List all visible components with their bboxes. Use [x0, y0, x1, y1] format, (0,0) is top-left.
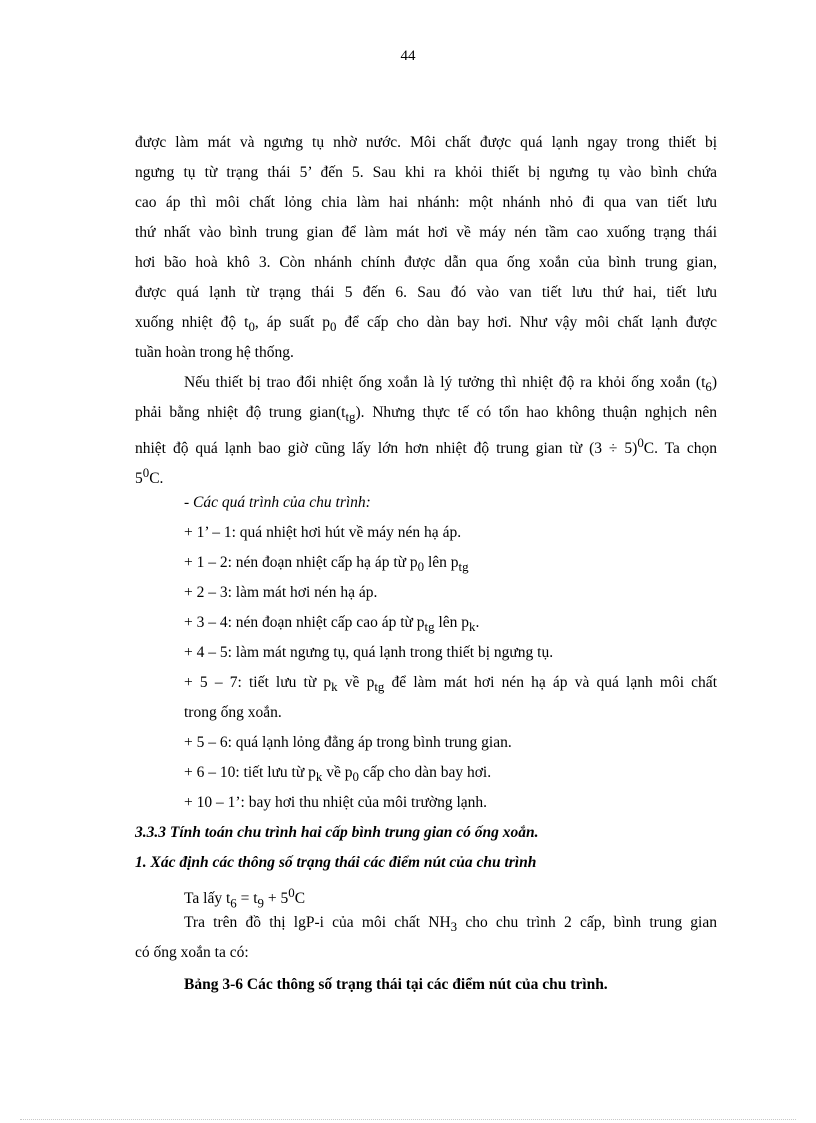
text-run: về p — [337, 674, 375, 691]
text-run: C. Ta chọn — [643, 440, 717, 458]
text-run: = t — [236, 890, 258, 908]
subscript: 0 — [330, 319, 337, 335]
text-run: để cấp cho dàn bay hơi. Như vậy môi chất lạnh được — [336, 314, 717, 331]
process-item-continuation: trong ống xoắn. — [184, 704, 282, 721]
paragraph-line — [135, 458, 717, 488]
text-run: Tra trên đồ thị lgP-i của môi chất NH — [184, 914, 451, 931]
paragraph-line: cao áp thì môi chất lỏng chia làm hai nhánh: một nhánh nhỏ đi qua van tiết lưu — [135, 194, 717, 211]
paragraph-line — [135, 908, 717, 938]
subscript: 3 — [450, 919, 458, 935]
process-item: + 10 – 1’: bay hơi thu nhiệt của môi trường lạnh. — [184, 794, 488, 811]
text-run: ). Nhưng thực tế có tổn hao không thuận nghịch nên — [355, 404, 717, 421]
process-item — [135, 548, 717, 578]
formula-line — [135, 878, 717, 911]
section-heading: 3.3.3 Tính toán chu trình hai cấp bình trung gian có ống xoắn. — [135, 824, 539, 841]
superscript: 0 — [142, 465, 150, 480]
paragraph-line — [135, 398, 717, 428]
text-run: + 3 – 4: nén đoạn nhiệt cấp cao áp từ p — [184, 614, 425, 631]
superscript: 0 — [288, 885, 295, 900]
subscript: k — [469, 619, 476, 635]
subscript: 0 — [248, 319, 255, 335]
process-item — [135, 608, 717, 638]
subscript: tg — [374, 679, 385, 695]
paragraph-line — [135, 428, 717, 458]
text-run: + 6 – 10: tiết lưu từ p — [184, 764, 316, 781]
text-run: để làm mát hơi nén hạ áp và quá lạnh môi chất — [384, 674, 717, 691]
text-run: ) — [711, 374, 717, 391]
subscript: k — [331, 679, 338, 695]
text-run: . — [475, 614, 480, 631]
text-run: xuống nhiệt độ t — [135, 314, 249, 331]
paragraph-line: tuần hoàn trong hệ thống. — [135, 344, 294, 361]
paragraph-line: được quá lạnh từ trạng thái 5 đến 6. Sau đó vào van tiết lưu thứ hai, tiết lưu — [135, 284, 717, 301]
superscript: 0 — [637, 435, 644, 450]
paragraph-line — [135, 308, 717, 338]
subscript: tg — [458, 559, 469, 575]
text-run: Nếu thiết bị trao đổi nhiệt ống xoắn là lý tưởng thì nhiệt độ ra khỏi ống xoắn (t — [184, 374, 706, 391]
page-number: 44 — [400, 48, 416, 64]
text-run: + 5 – 7: tiết lưu từ p — [184, 674, 332, 691]
process-item: + 1’ – 1: quá nhiệt hơi hút về máy nén hạ áp. — [184, 524, 462, 541]
text-run: phải bằng nhiệt độ trung gian(t — [135, 404, 346, 421]
document-body — [135, 128, 717, 1000]
text-run: 5 — [135, 470, 143, 488]
subscript: tg — [424, 619, 435, 635]
text-run: về p — [322, 764, 353, 781]
text-run: cho chu trình 2 cấp, bình trung gian — [457, 914, 717, 931]
subscript: 6 — [230, 895, 237, 911]
table-caption: Bảng 3-6 Các thông số trạng thái tại các điểm nút của chu trình. — [184, 976, 608, 993]
paragraph-line: thứ nhất vào bình trung gian để làm mát hơi về máy nén tầm cao xuống trạng thái — [135, 224, 717, 241]
paragraph-line: có ống xoắn ta có: — [135, 944, 249, 961]
paragraph-line: được làm mát và ngưng tụ nhờ nước. Môi chất được quá lạnh ngay trong thiết bị — [135, 134, 717, 151]
paragraph-line: hơi bão hoà khô 3. Còn nhánh chính được dẫn qua ống xoắn của bình trung gian, — [135, 254, 717, 271]
subscript: 9 — [257, 895, 264, 911]
process-item: + 5 – 6: quá lạnh lỏng đẳng áp trong bình trung gian. — [184, 734, 512, 751]
process-item: + 2 – 3: làm mát hơi nén hạ áp. — [184, 584, 378, 601]
paragraph-line — [135, 368, 717, 398]
text-run: C — [294, 890, 306, 908]
subscript: 0 — [352, 769, 359, 785]
text-run: cấp cho dàn bay hơi. — [358, 764, 492, 781]
paragraph-line: ngưng tụ từ trạng thái 5’ đến 5. Sau khi ra khỏi thiết bị ngưng tụ vào bình chứa — [135, 164, 717, 181]
subscript: k — [315, 769, 323, 785]
process-item — [135, 758, 717, 788]
text-run: Ta lấy t — [184, 890, 231, 908]
text-run: lên p — [424, 554, 459, 571]
text-run: + 1 – 2: nén đoạn nhiệt cấp hạ áp từ p — [184, 554, 418, 571]
subscript: 6 — [705, 379, 712, 395]
subsection-heading: 1. Xác định các thông số trạng thái các điểm nút của chu trình — [135, 854, 537, 871]
text-run: , áp suất p — [254, 314, 330, 331]
text-run: nhiệt độ quá lạnh bao giờ cũng lấy lớn hơn nhiệt độ trung gian từ (3 ÷ 5) — [135, 440, 638, 458]
subscript: tg — [345, 409, 356, 425]
process-item — [135, 668, 717, 698]
page-bottom-rule — [20, 1119, 796, 1120]
text-run: lên p — [434, 614, 470, 631]
subscript: 0 — [417, 559, 425, 575]
processes-title: - Các quá trình của chu trình: — [184, 494, 371, 511]
text-run: + 5 — [263, 890, 289, 908]
text-run: C. — [149, 470, 164, 488]
process-item: + 4 – 5: làm mát ngưng tụ, quá lạnh trong thiết bị ngưng tụ. — [184, 644, 554, 661]
